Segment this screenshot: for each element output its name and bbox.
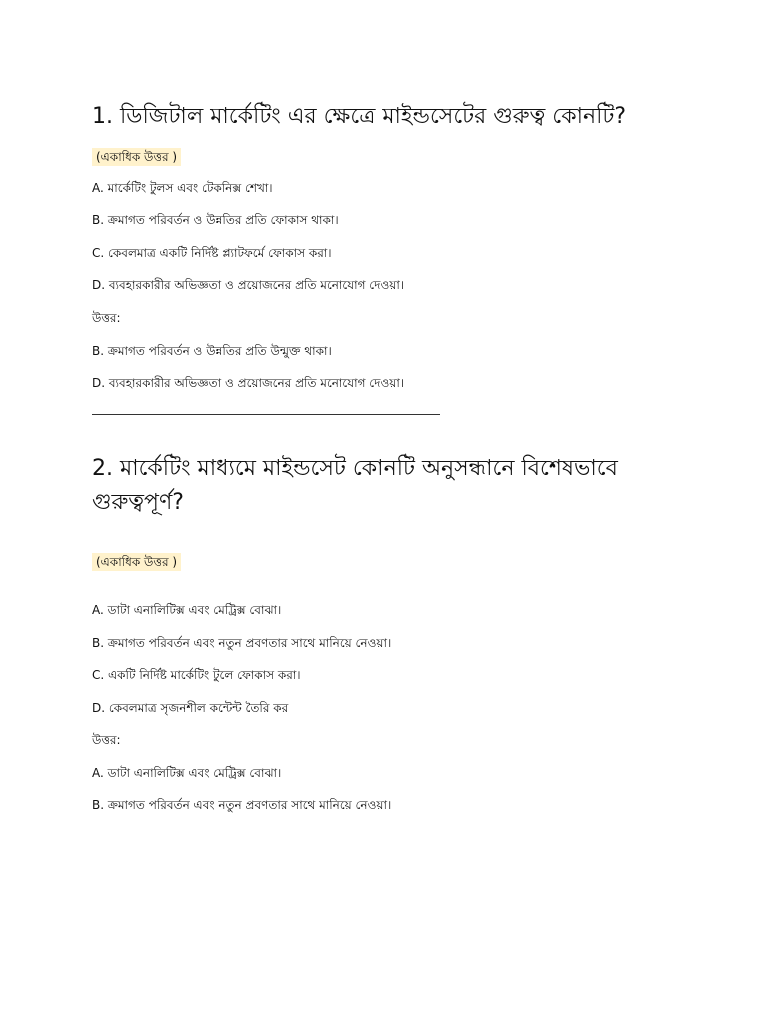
question-1-option-c: C. কেবলমাত্র একটি নির্দিষ্ট প্ল্যাটফর্মে ফোকাস করা।: [92, 246, 332, 260]
question-1-answer-1: B. ক্রমাগত পরিবর্তন ও উন্নতির প্রতি উন্মুক্ত থাকা।: [92, 344, 332, 358]
question-2-option-b: B. ক্রমাগত পরিবর্তন এবং নতুন প্রবণতার সাথে মানিয়ে নেওয়া।: [92, 636, 392, 650]
question-1-option-b: B. ক্রমাগত পরিবর্তন ও উন্নতির প্রতি ফোকাস থাকা।: [92, 213, 339, 227]
question-2-option-d: D. কেবলমাত্র সৃজনশীল কন্টেন্ট তৈরি কর: [92, 701, 289, 715]
question-1-type-label: (একাধিক উত্তর ): [92, 148, 181, 166]
question-1-answer-2: D. ব্যবহারকারীর অভিজ্ঞতা ও প্রয়োজনের প্রতি মনোযোগ দেওয়া।: [92, 376, 405, 390]
question-2-option-a: A. ডাটা এনালিটিক্স এবং মেট্রিক্স বোঝা।: [92, 603, 282, 617]
question-1-option-d: D. ব্যবহারকারীর অভিজ্ঞতা ও প্রয়োজনের প্রতি মনোযোগ দেওয়া।: [92, 278, 405, 292]
question-1-title: 1. ডিজিটাল মার্কেটিং এর ক্ষেত্রে মাইন্ডসেটের গুরুত্ব কোনটি?: [92, 104, 627, 129]
question-2-option-c: C. একটি নির্দিষ্ট মার্কেটিং টুলে ফোকাস করা।: [92, 668, 301, 682]
question-1-answer-label: উত্তর:: [92, 311, 121, 325]
question-2-answer-label: উত্তর:: [92, 733, 121, 747]
question-2-title: 2. মার্কেটিং মাধ্যমে মাইন্ডসেট কোনটি অনুসন্ধানে বিশেষভাবে গুরুত্বপূর্ণ?: [92, 456, 618, 515]
section-divider: [92, 414, 440, 415]
question-2-answer-1: A. ডাটা এনালিটিক্স এবং মেট্রিক্স বোঝা।: [92, 766, 282, 780]
question-2-answer-2: B. ক্রমাগত পরিবর্তন এবং নতুন প্রবণতার সাথে মানিয়ে নেওয়া।: [92, 798, 392, 812]
question-2-type-label: (একাধিক উত্তর ): [92, 553, 181, 571]
question-1-option-a: A. মার্কেটিং টুলস এবং টেকনিক্স শেখা।: [92, 181, 273, 195]
